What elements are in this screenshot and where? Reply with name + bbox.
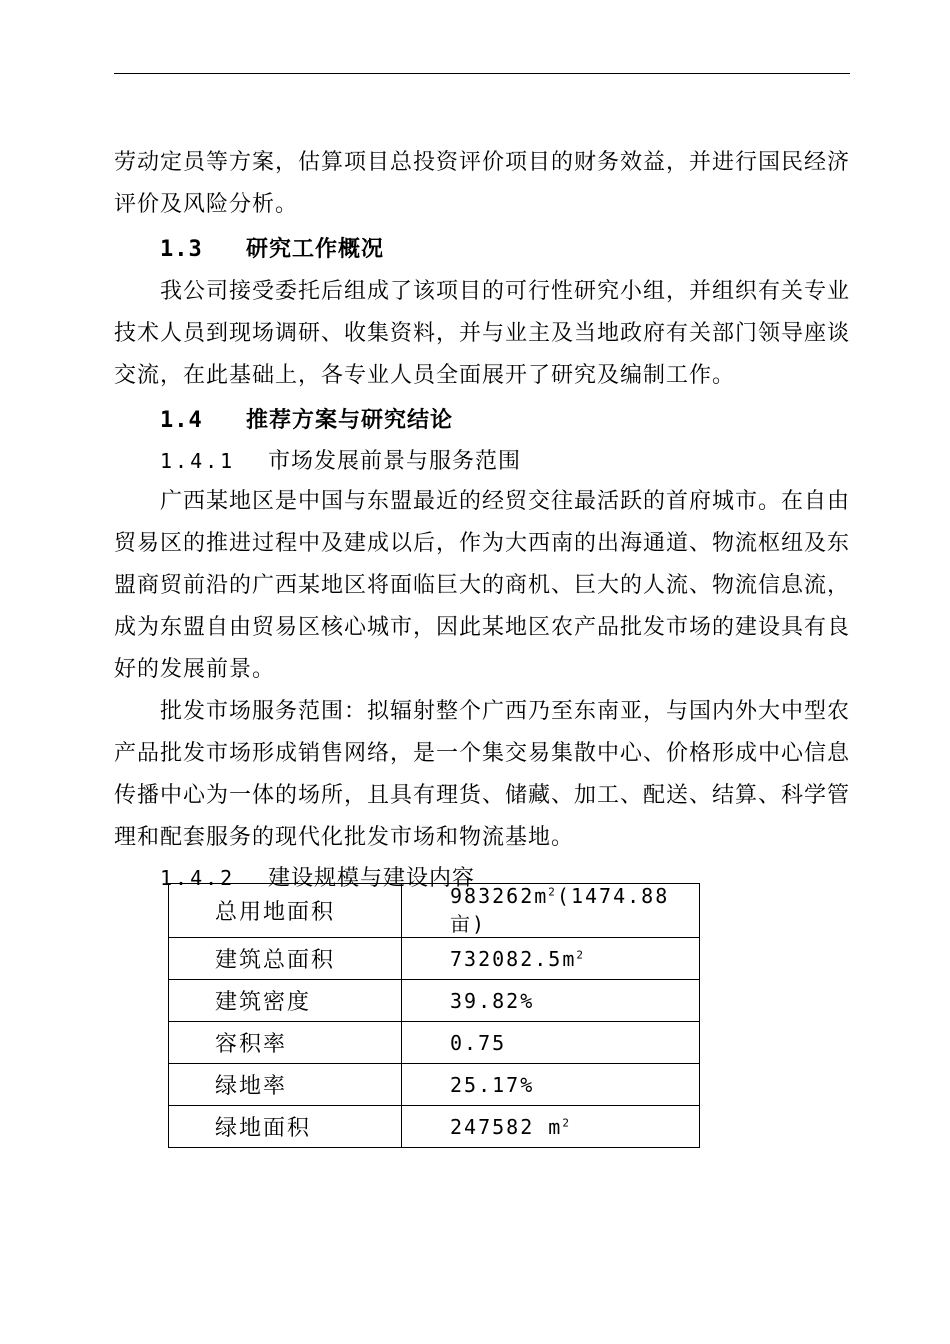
row-label: 绿地率 xyxy=(169,1064,402,1106)
value-text: 983262m xyxy=(450,884,549,908)
section-title: 推荐方案与研究结论 xyxy=(246,407,454,433)
table-row xyxy=(169,1106,700,1148)
row-value xyxy=(402,1022,700,1064)
row-value xyxy=(402,938,700,980)
row-label: 建筑总面积 xyxy=(169,938,402,980)
paragraph-service-scope: 批发市场服务范围：拟辐射整个广西乃至东南亚，与国内外大中型农产品批发市场形成销售网络，是一个集交易集散中心、价格形成中心信息传播中心为一体的场所，且具有理货、储藏、加工、配送、结算、科学管理和配套服务的现代化批发市场和物流基地。 xyxy=(114,699,851,850)
construction-scale-table xyxy=(168,883,700,1148)
row-value xyxy=(402,980,700,1022)
subsection-title: 市场发展前景与服务范围 xyxy=(268,449,522,474)
paragraph-market-prospect: 广西某地区是中国与东盟最近的经贸交往最活跃的首府城市。在自由贸易区的推进过程中及建成以后，作为大西南的出海通道、物流枢纽及东盟商贸前沿的广西某地区将面临巨大的商机、巨大的人流、物流信息流，成为东盟自由贸易区核心城市，因此某地区农产品批发市场的建设具有良好的发展前景。 xyxy=(114,489,851,682)
paragraph-research-overview: 我公司接受委托后组成了该项目的可行性研究小组，并组织有关专业技术人员到现场调研、收集资料，并与业主及当地政府有关部门领导座谈交流，在此基础上，各专业人员全面展开了研究及编制工作。 xyxy=(114,279,851,388)
value-suffix: (1474.88亩) xyxy=(450,884,670,936)
table-row xyxy=(169,1064,700,1106)
row-label: 建筑密度 xyxy=(169,980,402,1022)
section-title: 研究工作概况 xyxy=(246,236,385,262)
header-rule xyxy=(114,73,850,74)
subsection-title: 建设规模与建设内容 xyxy=(268,866,476,891)
section-heading-1-3 xyxy=(114,228,850,271)
table-row xyxy=(169,884,700,938)
table-row xyxy=(169,1022,700,1064)
paragraph-continuation: 劳动定员等方案，估算项目总投资评价项目的财务效益，并进行国民经济评价及风险分析。 xyxy=(114,150,851,217)
unit-superscript: 2 xyxy=(576,947,585,961)
table-row xyxy=(169,980,700,1022)
value-text: 247582 m xyxy=(450,1114,563,1139)
document-body xyxy=(114,142,850,898)
row-value xyxy=(402,1106,700,1148)
unit-superscript: 2 xyxy=(562,1115,571,1129)
subsection-heading-1-4-1 xyxy=(114,442,850,481)
value-text: 732082.5m xyxy=(450,946,577,971)
section-heading-1-4 xyxy=(114,399,850,442)
value-text: 25.17% xyxy=(450,1072,535,1097)
row-label: 容积率 xyxy=(169,1022,402,1064)
row-label: 总用地面积 xyxy=(169,884,402,938)
row-label: 绿地面积 xyxy=(169,1106,402,1148)
subsection-number: 1.4.1 xyxy=(160,449,236,473)
value-text: 39.82% xyxy=(450,988,535,1013)
value-text: 0.75 xyxy=(450,1030,507,1055)
row-value xyxy=(402,1064,700,1106)
unit-superscript: 2 xyxy=(548,885,557,899)
table-row xyxy=(169,938,700,980)
section-number: 1.4 xyxy=(160,408,203,433)
subsection-number: 1.4.2 xyxy=(160,866,236,890)
section-number: 1.3 xyxy=(160,237,203,262)
row-value xyxy=(402,884,700,938)
